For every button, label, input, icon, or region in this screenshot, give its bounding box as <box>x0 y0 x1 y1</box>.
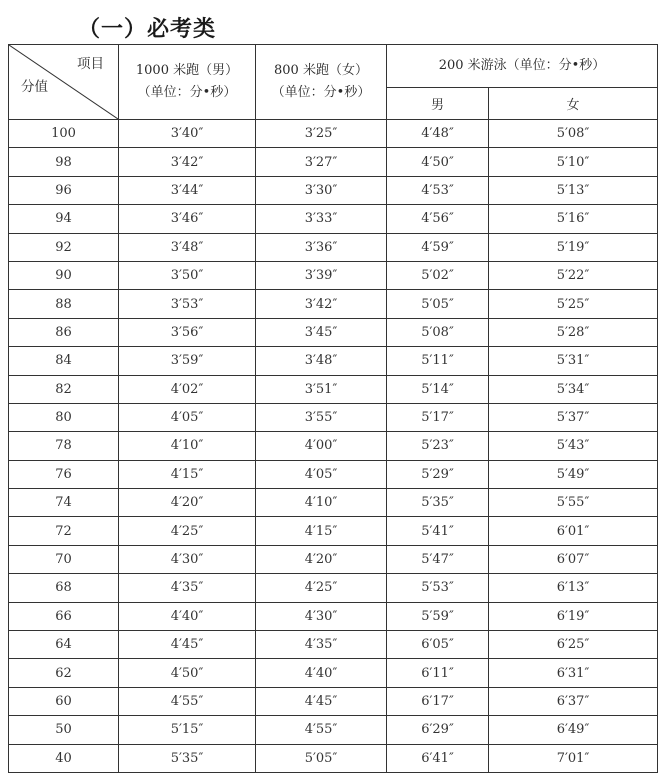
run800-cell: 3′36″ <box>256 233 387 261</box>
score-table <box>8 44 658 773</box>
table-row <box>9 545 658 573</box>
score-cell: 78 <box>9 432 119 460</box>
swim-female-cell: 5′22″ <box>489 261 658 289</box>
swim-male-cell: 4′56″ <box>387 205 489 233</box>
run800-cell: 3′25″ <box>256 120 387 148</box>
swim-female-cell: 5′16″ <box>489 205 658 233</box>
swim-male-cell: 5′35″ <box>387 489 489 517</box>
score-cell: 72 <box>9 517 119 545</box>
score-cell: 64 <box>9 631 119 659</box>
header-800m-unit: （单位：分•秒） <box>271 85 371 100</box>
run1000-cell: 3′56″ <box>119 318 256 346</box>
table-row <box>9 574 658 602</box>
swim-male-cell: 5′05″ <box>387 290 489 318</box>
corner-score-label: 分值 <box>21 79 48 95</box>
run800-cell: 4′35″ <box>256 631 387 659</box>
run1000-cell: 4′02″ <box>119 375 256 403</box>
run800-cell: 4′10″ <box>256 489 387 517</box>
run800-cell: 4′15″ <box>256 517 387 545</box>
swim-male-cell: 5′59″ <box>387 602 489 630</box>
score-cell: 100 <box>9 120 119 148</box>
run1000-cell: 3′44″ <box>119 176 256 204</box>
swim-female-cell: 6′13″ <box>489 574 658 602</box>
run800-cell: 3′39″ <box>256 261 387 289</box>
run800-cell: 3′30″ <box>256 176 387 204</box>
table-row <box>9 517 658 545</box>
score-cell: 86 <box>9 318 119 346</box>
score-cell: 60 <box>9 687 119 715</box>
swim-female-cell: 5′49″ <box>489 460 658 488</box>
swim-female-cell: 5′43″ <box>489 432 658 460</box>
run800-cell: 4′25″ <box>256 574 387 602</box>
run800-cell: 4′55″ <box>256 716 387 744</box>
score-cell: 40 <box>9 744 119 772</box>
table-row <box>9 261 658 289</box>
swim-male-cell: 5′53″ <box>387 574 489 602</box>
header-1000m-title: 1000 米跑（男） <box>135 63 239 78</box>
swim-female-cell: 6′37″ <box>489 687 658 715</box>
run1000-cell: 4′10″ <box>119 432 256 460</box>
table-row <box>9 347 658 375</box>
swim-female-cell: 6′25″ <box>489 631 658 659</box>
swim-male-cell: 5′14″ <box>387 375 489 403</box>
table-row <box>9 120 658 148</box>
header-800m-run <box>256 45 387 120</box>
header-swim-female: 女 <box>489 88 658 120</box>
run1000-cell: 3′53″ <box>119 290 256 318</box>
table-row <box>9 744 658 772</box>
section-title: （一）必考类 <box>78 17 217 42</box>
run1000-cell: 4′50″ <box>119 659 256 687</box>
run800-cell: 3′48″ <box>256 347 387 375</box>
table-body <box>9 120 658 773</box>
swim-female-cell: 6′19″ <box>489 602 658 630</box>
run800-cell: 4′30″ <box>256 602 387 630</box>
swim-male-cell: 5′02″ <box>387 261 489 289</box>
swim-male-cell: 4′50″ <box>387 148 489 176</box>
run1000-cell: 3′40″ <box>119 120 256 148</box>
header-swim-male: 男 <box>387 88 489 120</box>
swim-male-cell: 4′59″ <box>387 233 489 261</box>
run800-cell: 3′51″ <box>256 375 387 403</box>
swim-male-cell: 5′41″ <box>387 517 489 545</box>
table-row <box>9 432 658 460</box>
run800-cell: 5′05″ <box>256 744 387 772</box>
run1000-cell: 4′20″ <box>119 489 256 517</box>
corner-header-cell <box>9 45 119 120</box>
run1000-cell: 3′59″ <box>119 347 256 375</box>
run800-cell: 3′42″ <box>256 290 387 318</box>
swim-male-cell: 6′29″ <box>387 716 489 744</box>
score-cell: 66 <box>9 602 119 630</box>
score-cell: 82 <box>9 375 119 403</box>
run800-cell: 4′05″ <box>256 460 387 488</box>
table-row <box>9 460 658 488</box>
score-cell: 96 <box>9 176 119 204</box>
score-cell: 76 <box>9 460 119 488</box>
score-cell: 50 <box>9 716 119 744</box>
score-cell: 70 <box>9 545 119 573</box>
table-row <box>9 290 658 318</box>
table-row <box>9 489 658 517</box>
swim-male-cell: 5′08″ <box>387 318 489 346</box>
run800-cell: 3′55″ <box>256 403 387 431</box>
header-1000m-run <box>119 45 256 120</box>
table-row <box>9 602 658 630</box>
run1000-cell: 3′50″ <box>119 261 256 289</box>
swim-female-cell: 5′31″ <box>489 347 658 375</box>
swim-female-cell: 5′13″ <box>489 176 658 204</box>
swim-female-cell: 5′10″ <box>489 148 658 176</box>
score-cell: 74 <box>9 489 119 517</box>
run800-cell: 4′20″ <box>256 545 387 573</box>
swim-male-cell: 6′41″ <box>387 744 489 772</box>
swim-male-cell: 5′23″ <box>387 432 489 460</box>
swim-female-cell: 5′19″ <box>489 233 658 261</box>
swim-female-cell: 5′34″ <box>489 375 658 403</box>
swim-male-cell: 6′11″ <box>387 659 489 687</box>
run800-cell: 3′45″ <box>256 318 387 346</box>
score-cell: 94 <box>9 205 119 233</box>
swim-male-cell: 5′11″ <box>387 347 489 375</box>
swim-female-cell: 5′37″ <box>489 403 658 431</box>
run1000-cell: 5′35″ <box>119 744 256 772</box>
run1000-cell: 3′46″ <box>119 205 256 233</box>
run800-cell: 4′40″ <box>256 659 387 687</box>
table-row <box>9 716 658 744</box>
swim-male-cell: 5′29″ <box>387 460 489 488</box>
score-cell: 98 <box>9 148 119 176</box>
table-row <box>9 631 658 659</box>
run800-cell: 4′45″ <box>256 687 387 715</box>
table-row <box>9 233 658 261</box>
score-cell: 90 <box>9 261 119 289</box>
swim-male-cell: 6′17″ <box>387 687 489 715</box>
score-cell: 68 <box>9 574 119 602</box>
run1000-cell: 4′45″ <box>119 631 256 659</box>
swim-male-cell: 5′17″ <box>387 403 489 431</box>
run800-cell: 4′00″ <box>256 432 387 460</box>
swim-female-cell: 5′28″ <box>489 318 658 346</box>
table-row <box>9 403 658 431</box>
run1000-cell: 4′40″ <box>119 602 256 630</box>
score-cell: 92 <box>9 233 119 261</box>
swim-female-cell: 5′08″ <box>489 120 658 148</box>
swim-male-cell: 4′53″ <box>387 176 489 204</box>
swim-female-cell: 6′01″ <box>489 517 658 545</box>
score-cell: 80 <box>9 403 119 431</box>
table-row <box>9 375 658 403</box>
run800-cell: 3′27″ <box>256 148 387 176</box>
table-row <box>9 318 658 346</box>
run800-cell: 3′33″ <box>256 205 387 233</box>
run1000-cell: 4′35″ <box>119 574 256 602</box>
table-row <box>9 659 658 687</box>
swim-female-cell: 7′01″ <box>489 744 658 772</box>
score-cell: 88 <box>9 290 119 318</box>
table-row <box>9 176 658 204</box>
swim-male-cell: 6′05″ <box>387 631 489 659</box>
swim-female-cell: 5′55″ <box>489 489 658 517</box>
run1000-cell: 4′25″ <box>119 517 256 545</box>
run1000-cell: 3′42″ <box>119 148 256 176</box>
table-row <box>9 148 658 176</box>
header-1000m-unit: （单位：分•秒） <box>137 85 237 100</box>
swim-male-cell: 4′48″ <box>387 120 489 148</box>
run1000-cell: 5′15″ <box>119 716 256 744</box>
swim-female-cell: 6′07″ <box>489 545 658 573</box>
swim-female-cell: 6′49″ <box>489 716 658 744</box>
header-200m-swim: 200 米游泳（单位：分•秒） <box>387 45 658 88</box>
score-cell: 62 <box>9 659 119 687</box>
run1000-cell: 4′05″ <box>119 403 256 431</box>
swim-female-cell: 6′31″ <box>489 659 658 687</box>
corner-item-label: 项目 <box>77 56 104 72</box>
run1000-cell: 4′15″ <box>119 460 256 488</box>
run1000-cell: 4′30″ <box>119 545 256 573</box>
swim-male-cell: 5′47″ <box>387 545 489 573</box>
swim-female-cell: 5′25″ <box>489 290 658 318</box>
score-cell: 84 <box>9 347 119 375</box>
table-row <box>9 205 658 233</box>
table-row <box>9 687 658 715</box>
run1000-cell: 4′55″ <box>119 687 256 715</box>
header-800m-title: 800 米跑（女） <box>274 63 368 78</box>
run1000-cell: 3′48″ <box>119 233 256 261</box>
